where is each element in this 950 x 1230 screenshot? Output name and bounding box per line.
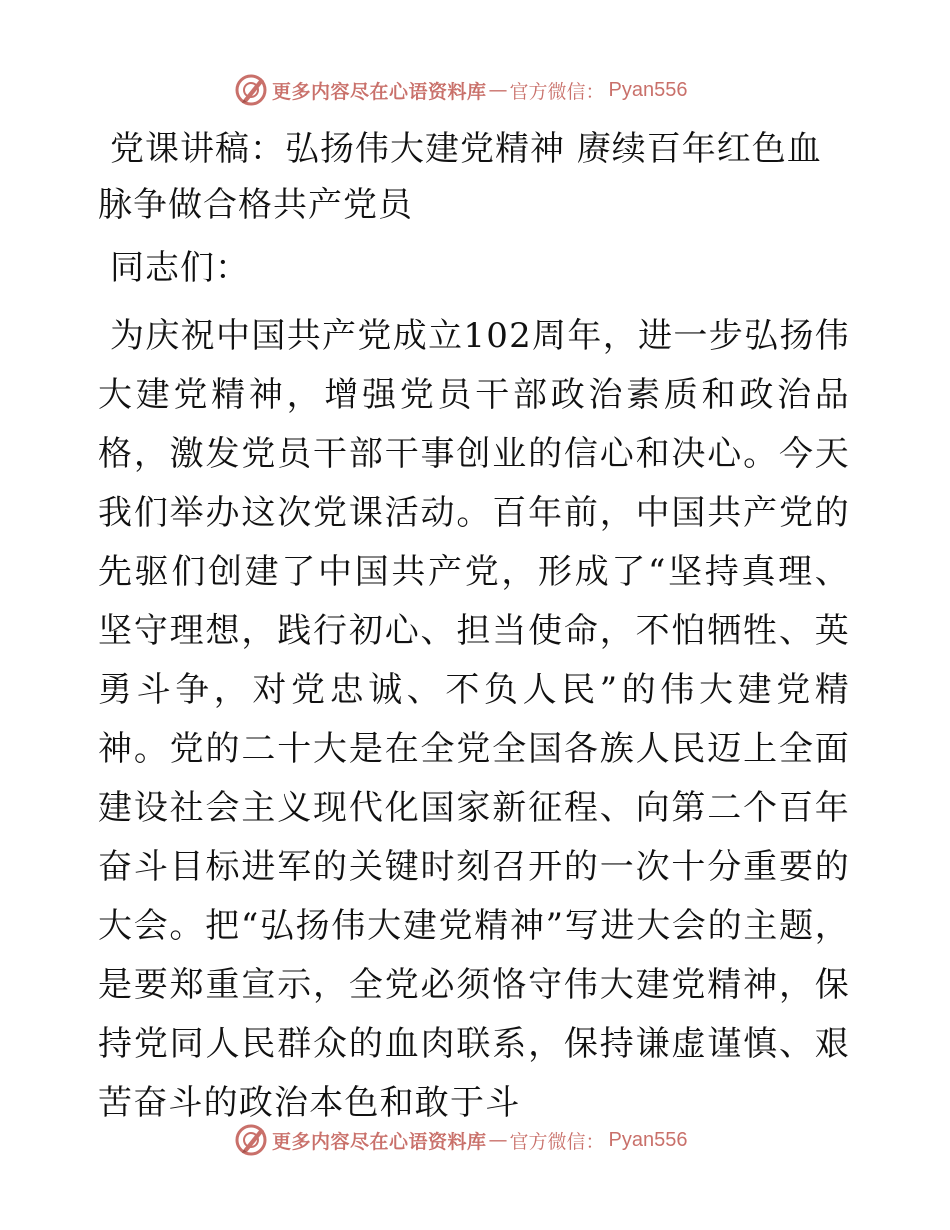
pen-logo-icon <box>234 1123 268 1157</box>
banner-wechat-id: Pyan556 <box>608 1128 688 1151</box>
banner-official-label: 官方微信： <box>509 80 605 103</box>
banner-separator: — <box>488 1129 508 1151</box>
document-greeting: 同志们： <box>110 248 250 288</box>
banner-wechat-id: Pyan556 <box>608 78 688 101</box>
banner-site-text: 更多内容尽在心语资料库 <box>272 1130 487 1153</box>
banner-official-label: 官方微信： <box>509 1130 605 1153</box>
header-banner <box>234 70 714 110</box>
document-content <box>98 121 850 1133</box>
banner-separator: — <box>488 79 508 101</box>
pen-logo-icon <box>234 73 268 107</box>
document-body-paragraph: 为庆祝中国共产党成立102周年，进一步弘扬伟大建党精神，增强党员干部政治素质和政治品格，激发党员干部干事创业的信心和决心。今天我们举办这次党课活动。百年前，中国共产党的先驱们创建了中国共产党，形成了“坚持真理、坚守理想，践行初心、担当使命，不怕牺牲、英勇斗争，对党忠诚、不负人民”的伟大建党精神。党的二十大是在全党全国各族人民迈上全面建设社会主义现代化国家新征程、向第二个百年奋斗目标进军的关键时刻召开的一次十分重要的大会。把“弘扬伟大建党精神”写进大会的主题，是要郑重宣示，全党必须恪守伟大建党精神，保持党同人民群众的血肉联系，保持谦虚谨慎、艰苦奋斗的政治本色和敢于斗 <box>98 316 850 1123</box>
footer-banner <box>234 1120 714 1160</box>
document-title: 党课讲稿：弘扬伟大建党精神 赓续百年红色血脉争做合格共产党员 <box>98 129 822 225</box>
banner-site-text: 更多内容尽在心语资料库 <box>272 80 487 103</box>
